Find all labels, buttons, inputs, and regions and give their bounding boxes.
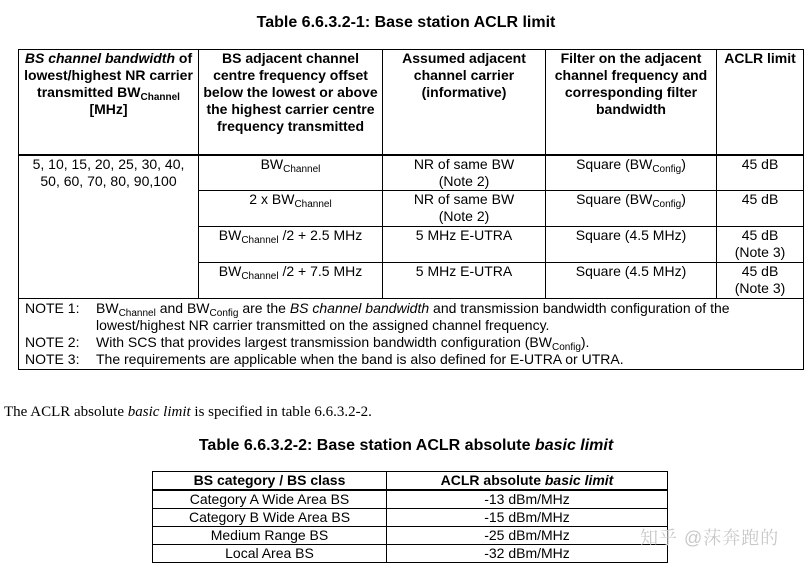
filter-cell: Square $(BW_{Config})$ <box>546 155 717 191</box>
offset-cell: $BW_{Channel}$ <box>199 155 383 191</box>
header-bs-channel-bandwidth: BS channel bandwidth of lowest/highest NR carrier transmitted $BW_{Channel}$ [MHz] <box>19 50 199 155</box>
table1-caption: Table 6.6.3.2-1: Base station ACLR limit <box>256 14 556 31</box>
carrier-cell: NR of same BW (Note 2) <box>383 155 546 191</box>
aclr-limit-table <box>18 49 804 370</box>
limit-cell: -15 dBm/MHz <box>387 509 668 527</box>
notes-row <box>19 299 804 370</box>
category-cell: Local Area BS <box>153 545 387 563</box>
note-2: NOTE 2: With SCS that provides largest transmission bandwidth configuration $(BW_{Config})$. <box>25 334 590 353</box>
limit-cell: -25 dBm/MHz <box>387 527 668 545</box>
offset-cell: $BW_{Channel}$ /2 + 7.5 MHz <box>199 263 383 299</box>
filter-cell: Square $(BW_{Config})$ <box>546 191 717 227</box>
table2-caption: Table 6.6.3.2-2: Base station ACLR absolute basic limit <box>198 437 614 454</box>
header-filter: Filter on the adjacent channel frequency and corresponding filter bandwidth <box>546 50 717 155</box>
watermark: 知乎 @莯奔跑的 <box>640 528 780 548</box>
category-cell: Category A Wide Area BS <box>153 490 387 509</box>
category-cell: Medium Range BS <box>153 527 387 545</box>
carrier-cell: NR of same BW (Note 2) <box>383 191 546 227</box>
header-assumed-carrier: Assumed adjacent channel carrier (informative) <box>383 50 546 155</box>
header-adjacent-offset: BS adjacent channel centre frequency offset below the lowest or above the highest carrier centre frequency transmitted <box>199 50 383 155</box>
note-3: NOTE 3: The requirements are applicable when the band is also defined for E-UTRA or UTRA. <box>25 351 624 367</box>
bw-values-cell: 5, 10, 15, 20, 25, 30, 40, 50, 60, 70, 80, 90,100 <box>19 155 199 299</box>
filter-cell: Square (4.5 MHz) <box>546 227 717 263</box>
aclr-cell: 45 dB (Note 3) <box>717 263 804 299</box>
table-row <box>153 490 668 509</box>
aclr-cell: 45 dB (Note 3) <box>717 227 804 263</box>
note-1: NOTE 1: $BW_{Channel}$ and $BW_{Config}$ are the BS channel bandwidth and transmission bandwidth configuration of the lowest/highest NR carrier transmitted on the assigned channel frequency. <box>25 300 730 333</box>
aclr-cell: 45 dB <box>717 191 804 227</box>
notes-cell <box>19 299 804 370</box>
header-absolute-limit: ACLR absolute basic limit <box>387 472 668 491</box>
aclr-cell: 45 dB <box>717 155 804 191</box>
carrier-cell: 5 MHz E-UTRA <box>383 263 546 299</box>
table-row <box>19 155 804 191</box>
category-cell: Category B Wide Area BS <box>153 509 387 527</box>
limit-cell: -32 dBm/MHz <box>387 545 668 563</box>
body-paragraph: The ACLR absolute basic limit is specified in table 6.6.3.2-2. <box>4 404 372 420</box>
filter-cell: Square (4.5 MHz) <box>546 263 717 299</box>
table-row <box>153 527 668 545</box>
offset-cell: $BW_{Channel}$ /2 + 2.5 MHz <box>199 227 383 263</box>
table-row <box>153 545 668 563</box>
carrier-cell: 5 MHz E-UTRA <box>383 227 546 263</box>
header-aclr-limit: ACLR limit <box>717 50 804 155</box>
offset-cell: 2 x $BW_{Channel}$ <box>199 191 383 227</box>
header-bs-category: BS category / BS class <box>153 472 387 491</box>
limit-cell: -13 dBm/MHz <box>387 490 668 509</box>
table-row <box>153 509 668 527</box>
aclr-absolute-limit-table <box>152 471 668 563</box>
